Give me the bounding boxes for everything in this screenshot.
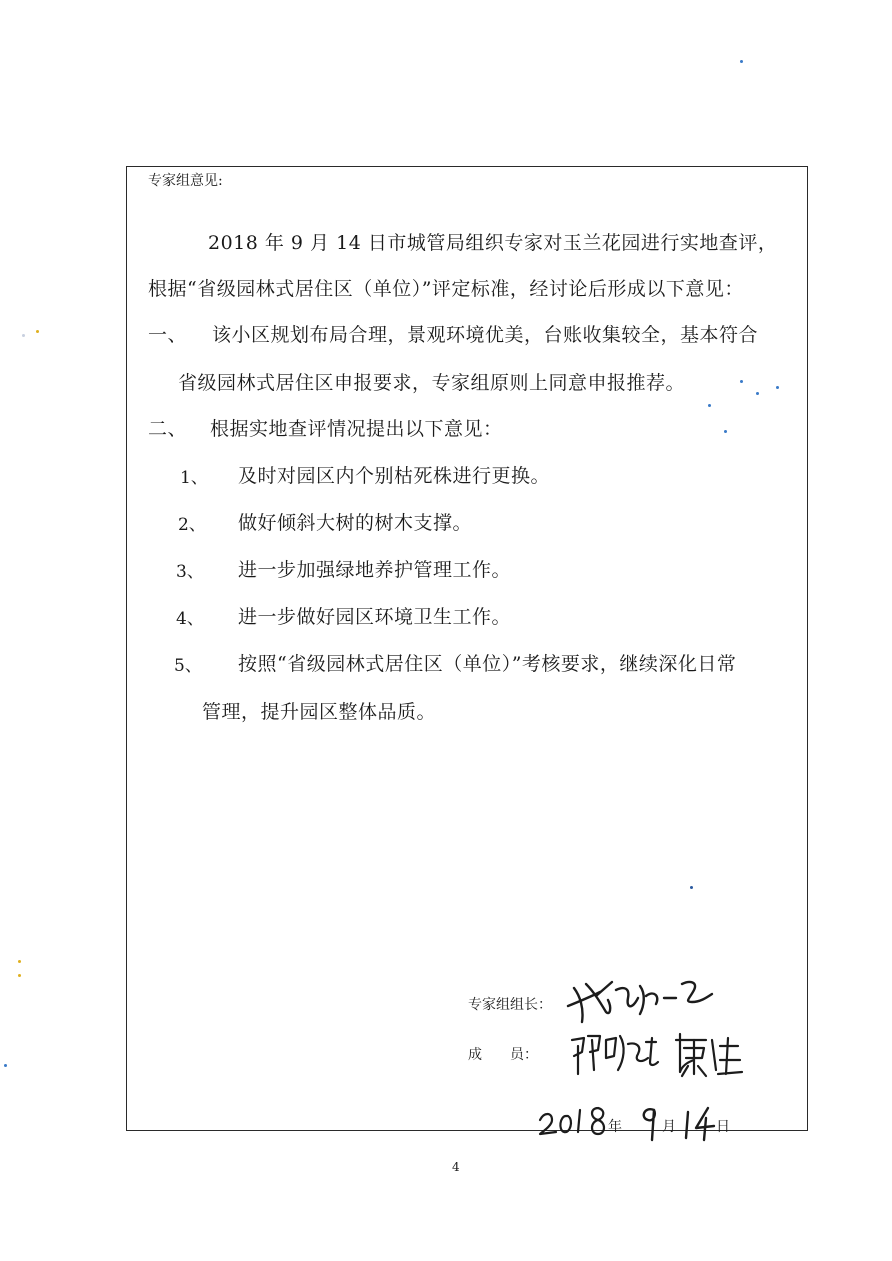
point2-text: 根据实地查评情况提出以下意见： [210, 418, 503, 440]
leader-label: 专家组组长： [468, 997, 552, 1013]
date-year-char: 年 [608, 1119, 622, 1135]
item-5-text-continued: 管理，提升园区整体品质。 [202, 701, 437, 723]
item-2-text: 做好倾斜大树的树木支撑。 [238, 512, 473, 534]
section-label: 专家组意见: [148, 173, 223, 189]
point2-marker: 二、 [148, 418, 188, 440]
date-day-handwritten [680, 1100, 720, 1144]
item-1-text: 及时对园区内个别枯死株进行更换。 [238, 465, 551, 487]
item-5-number: 5、 [174, 656, 202, 676]
item-4-number: 4、 [176, 609, 204, 629]
item-5-text: 按照“省级园林式居住区（单位）”考核要求，继续深化日常 [238, 653, 737, 675]
point1-marker: 一、 [148, 324, 188, 346]
item-3-text: 进一步加强绿地养护管理工作。 [238, 559, 512, 581]
members-signature [566, 1026, 746, 1082]
leader-signature [560, 968, 730, 1026]
item-2-number: 2、 [178, 515, 206, 535]
intro-line-2: 根据“省级园林式居住区（单位）”评定标准，经讨论后形成以下意见： [148, 278, 744, 300]
date-day-char: 日 [716, 1119, 730, 1135]
item-4-text: 进一步做好园区环境卫生工作。 [238, 606, 512, 628]
page-number: 4 [452, 1160, 460, 1174]
intro-line-1: 2018 年 9 月 14 日市城管局组织专家对玉兰花园进行实地查评， [208, 232, 778, 254]
date-month-handwritten [634, 1100, 664, 1144]
item-3-number: 3、 [176, 562, 204, 582]
point1-line-2: 省级园林式居住区申报要求，专家组原则上同意申报推荐。 [178, 372, 686, 394]
point1-line-1: 该小区规划布局合理，景观环境优美，台账收集较全，基本符合 [212, 324, 759, 346]
members-label: 成 员： [468, 1047, 538, 1063]
item-1-number: 1、 [180, 468, 208, 488]
date-month-char: 月 [662, 1119, 676, 1135]
